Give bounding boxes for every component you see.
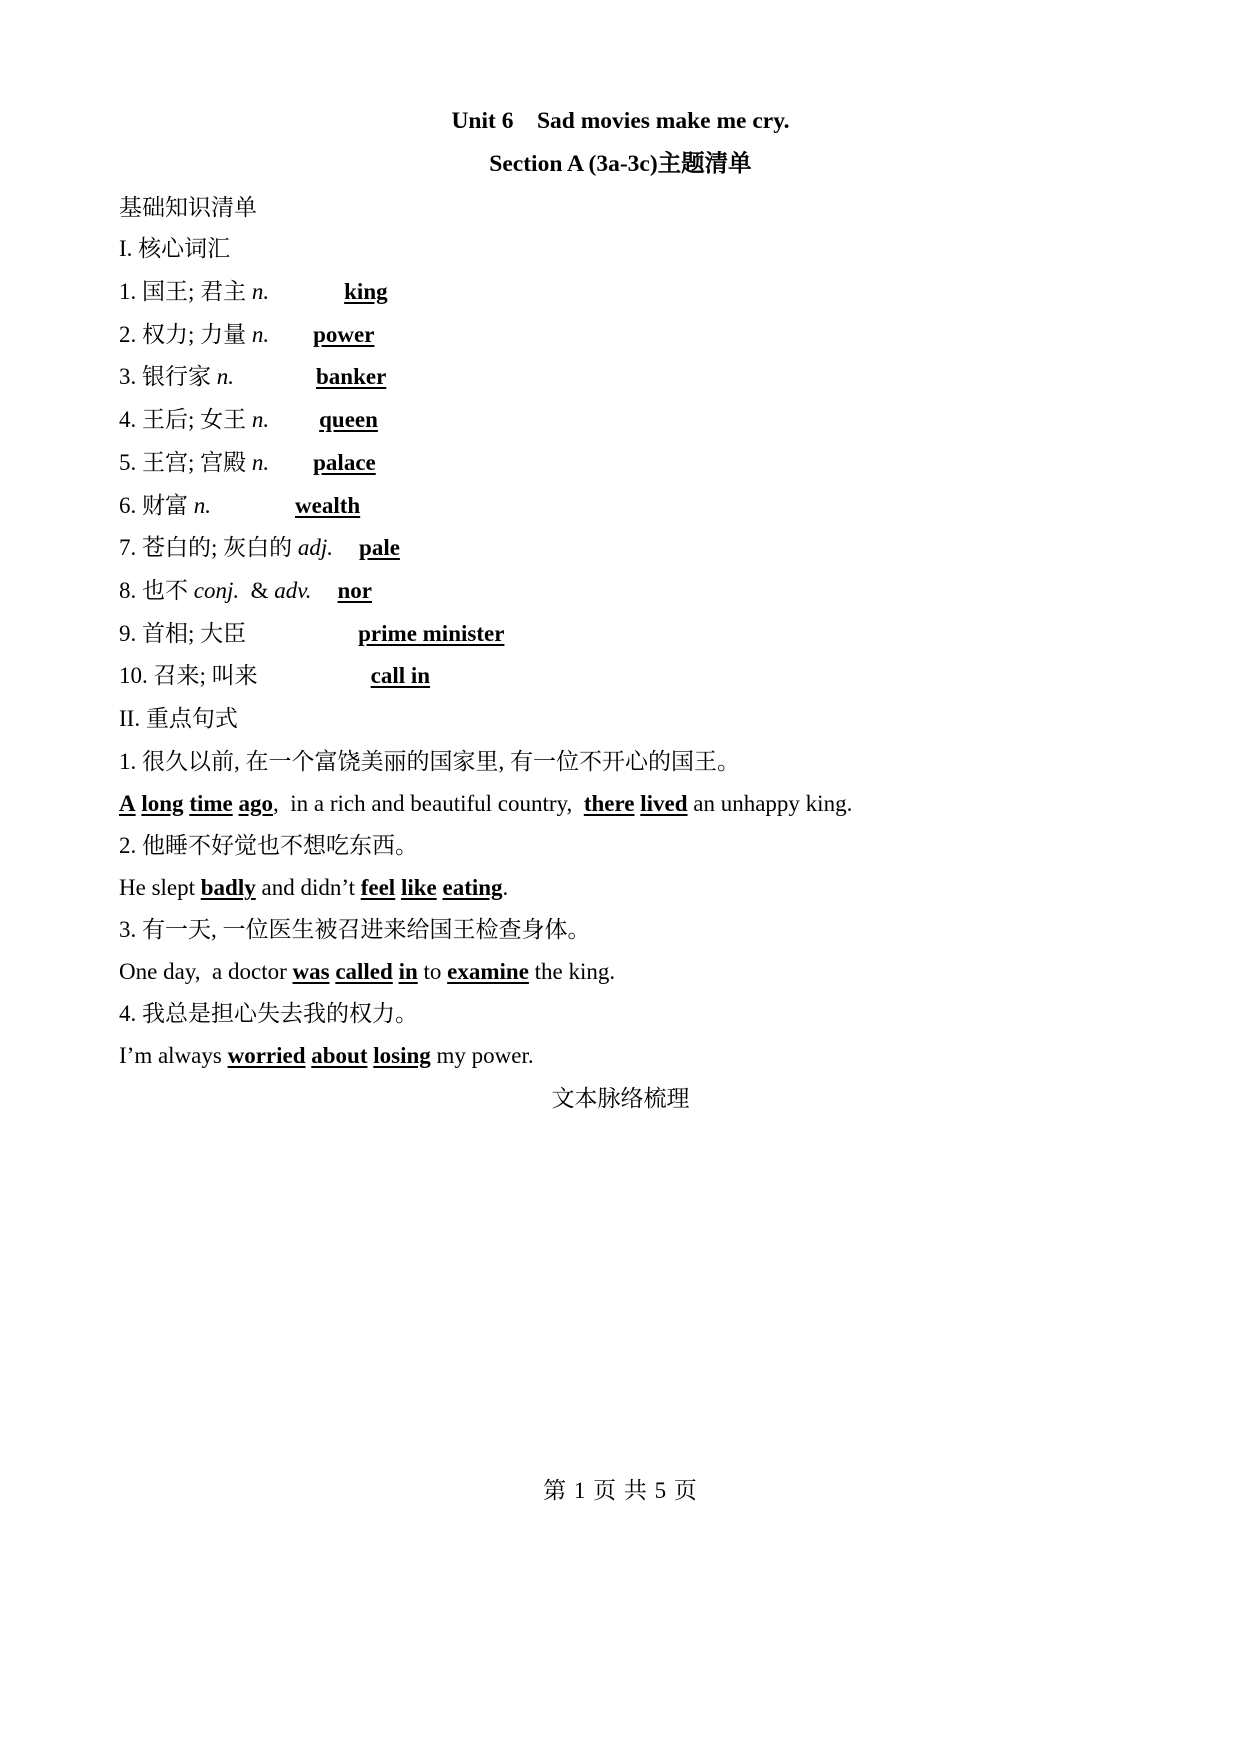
sentence-text: and didn’t [255,875,361,900]
page-title: Unit 6 Sad movies make me cry. [451,108,790,134]
vocab-chinese: 财富 [142,493,194,518]
vocab-conjunction: & [239,578,275,603]
sentence-text: , in a rich and beautiful country, [272,791,584,816]
sentence-answer: A [119,791,136,816]
sentence-chinese: 2. 他睡不好觉也不想吃东西。 [119,833,418,858]
vocab-item [119,448,376,478]
vocab-answer: pale [359,535,400,560]
sentence-answer: like [400,875,437,900]
sentence-text: to [417,959,448,984]
vocab-number: 6. [119,493,142,518]
vocab-pos: n. [216,364,234,389]
sentence-text: I’m always [119,1043,228,1068]
vocab-answer: nor [337,578,373,603]
vocab-answer: king [344,279,388,304]
sentence-text: . [502,875,509,900]
vocab-answer: prime minister [358,621,505,646]
vocab-pos: n. [251,279,270,304]
vocab-pos: conj. [193,578,240,603]
sentence-text: an unhappy king. [687,791,853,816]
vocab-item [119,405,378,435]
vocab-number: 1. [119,279,142,304]
vocab-number: 9. [119,621,142,646]
vocab-pos: n. [251,322,270,347]
sentence-answer: was [292,959,330,984]
vocab-heading: I. 核心词汇 [119,236,231,261]
sentence-answer: badly [200,875,256,900]
sentence-answer: lived [640,791,688,816]
vocab-chinese: 也不 [142,578,194,603]
vocab-answer: power [313,322,375,347]
vocab-chinese: 王后; 女王 [142,407,252,432]
vocab-answer: queen [319,407,378,432]
vocab-number: 2. [119,322,142,347]
sentence-answer: time [189,791,233,816]
vocab-chinese: 国王; 君主 [142,279,252,304]
vocab-chinese: 苍白的; 灰白的 [142,535,298,560]
sentence-answer: about [311,1043,368,1068]
vocab-pos: n. [193,493,211,518]
sentence-chinese: 4. 我总是担心失去我的权力。 [119,1001,418,1026]
vocab-chinese: 银行家 [142,364,217,389]
vocab-item [119,491,360,521]
sentence-answer: examine [447,959,529,984]
sentence-text: He slept [119,875,201,900]
vocab-chinese: 王宫; 宫殿 [142,450,252,475]
sentence-answer: there [583,791,635,816]
sentence-answer: worried [227,1043,306,1068]
sentence-english [119,957,615,987]
vocab-item [119,320,374,350]
sentence-english [119,873,508,903]
basics-heading: 基础知识清单 [119,195,257,220]
sentence-answer: feel [360,875,396,900]
sentences-heading: II. 重点句式 [119,706,238,731]
vocab-answer: call in [370,663,431,688]
section-subtitle: Section A (3a-3c)主题清单 [489,151,752,177]
vocab-answer: wealth [295,493,361,518]
vocab-chinese: 权力; 力量 [142,322,252,347]
vocab-pos: n. [251,450,270,475]
sentence-answer: long [141,791,184,816]
vocab-pos: n. [251,407,270,432]
vocab-item [119,576,372,606]
sentence-text: the king. [528,959,616,984]
sentence-text: my power. [430,1043,534,1068]
vocab-pos: adv. [274,578,312,603]
page-footer: 第 1 页 共 5 页 [543,1478,698,1503]
vocab-item [119,619,504,649]
outline-heading: 文本脉络梳理 [551,1086,690,1111]
vocab-chinese: 召来; 叫来 [153,663,258,688]
vocab-number: 3. [119,364,142,389]
sentence-text: One day, a doctor [119,959,293,984]
sentence-answer: in [398,959,418,984]
sentence-english [119,1041,534,1071]
sentence-answer: called [335,959,393,984]
vocab-number: 5. [119,450,142,475]
vocab-item [119,362,386,392]
vocab-number: 7. [119,535,142,560]
sentence-chinese: 1. 很久以前, 在一个富饶美丽的国家里, 有一位不开心的国王。 [119,749,740,774]
vocab-chinese: 首相; 大臣 [142,621,247,646]
sentence-english [119,789,852,819]
vocab-answer: palace [313,450,376,475]
vocab-pos: adj. [297,535,334,560]
vocab-item [119,661,430,691]
vocab-number: 10. [119,663,154,688]
vocab-number: 8. [119,578,142,603]
vocab-item [119,533,400,563]
sentence-answer: losing [373,1043,431,1068]
sentence-chinese: 3. 有一天, 一位医生被召进来给国王检查身体。 [119,917,591,942]
sentence-answer: ago [238,791,273,816]
vocab-number: 4. [119,407,142,432]
vocab-item [119,277,388,307]
vocab-answer: banker [316,364,387,389]
sentence-answer: eating [442,875,503,900]
